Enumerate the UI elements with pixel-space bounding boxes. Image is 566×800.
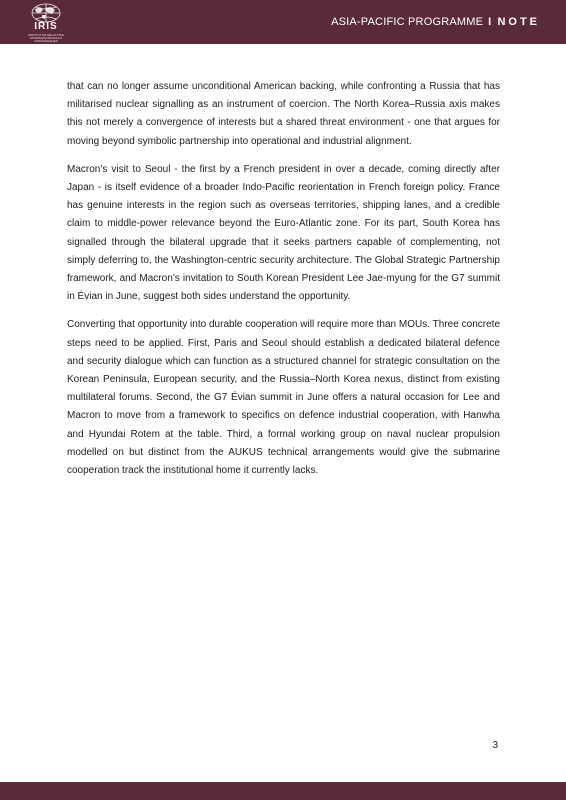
logo-subtitle: INSTITUT DE RELATIONS INTERNATIONALES ET STRATÉGIQUES — [27, 33, 65, 43]
page-number: 3 — [492, 740, 498, 751]
programme-label — [331, 16, 540, 28]
paragraph: Converting that opportunity into durable cooperation will require more than MOUs. Three concrete steps need to be applied. First, Paris and Seoul should establish a dedicated bilateral defence and security dialogue which can function as a structured channel for strategic consultation on the Korean Peninsula, European security, and the Russia–North Korea nexus, distinct from existing multilateral forums. Second, the G7 Évian summit in June offers a natural occasion for Lee and Macron to move from a framework to specifics on defence industrial cooperation, with Hanwha and Hyundai Rotem at the table. Third, a formal working group on naval nuclear propulsion modelled on but distinct from the AUKUS technical arrangements would give the submarine cooperation track the institutional home it currently lacks. — [67, 319, 500, 477]
logo-wordmark: IRIS — [34, 21, 58, 32]
document-body — [67, 78, 500, 490]
paragraph: Macron’s visit to Seoul - the first by a French president in over a decade, coming directly after Japan - is itself evidence of a broader Indo-Pacific reorientation in French foreign policy. France has genuine interests in the region such as overseas territories, shipping lanes, and a credible claim to middle-power relevance beyond the Euro-Atlantic zone. For its part, South Korea has signalled through the bilateral upgrade that it seeks partners capable of complementing, not simply deferring to, the Washington-centric security architecture. The Global Strategic Partnership framework, and Macron’s invitation to South Korean President Lee Jae-myung for the G7 summit in Évian in June, suggest both sides understand the opportunity. — [67, 163, 500, 303]
page-header — [0, 0, 566, 44]
programme-name: ASIA-PACIFIC PROGRAMME — [331, 16, 484, 28]
document-type: NOTE — [497, 16, 540, 28]
page-footer — [0, 782, 566, 800]
paragraph: that can no longer assume unconditional American backing, while confronting a Russia that has militarised nuclear signalling as an instrument of coercion. The North Korea–Russia axis makes this not merely a convergence of interests but a shared threat environment - one that argues for moving beyond symbolic partnership into operational and industrial alignment. — [67, 81, 500, 147]
header-separator: I — [488, 16, 492, 28]
